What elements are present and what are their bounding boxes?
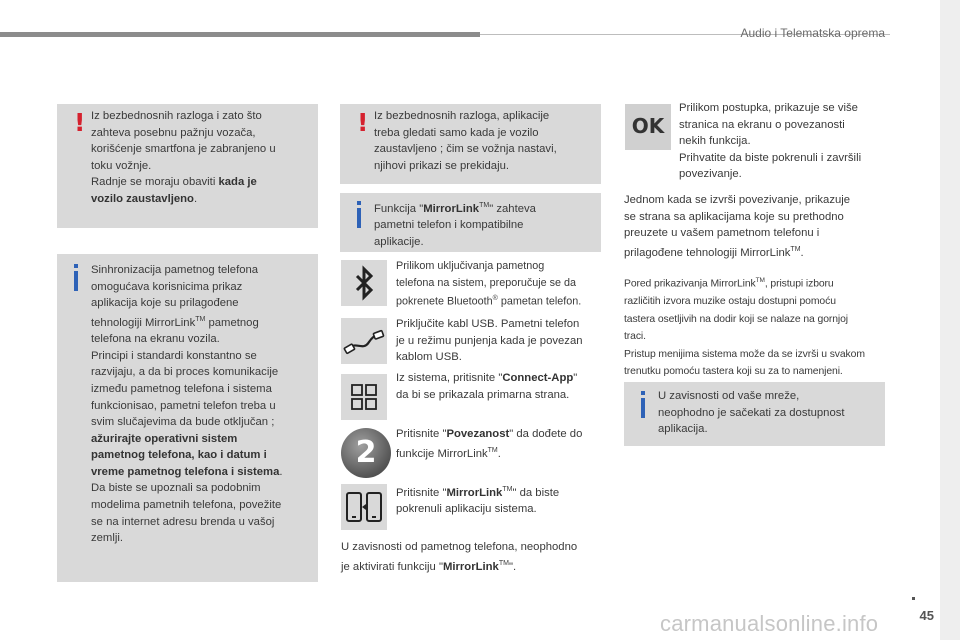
bluetooth-icon (341, 260, 387, 306)
text-line: neophodno je sačekati za dostupnost (658, 406, 845, 419)
bluetooth-step-text (396, 258, 606, 310)
warning-icon: ! (74, 108, 86, 137)
text-span: funkcije MirrorLink (396, 447, 488, 460)
bold-text: MirrorLink (442, 560, 499, 573)
text-span: Pritisnite " (396, 486, 447, 499)
text-span: . (497, 447, 501, 460)
text-line: traci. (624, 331, 646, 343)
text-line (396, 370, 606, 387)
text-line: aplikacija. (658, 423, 708, 436)
text-line (396, 443, 606, 462)
text-line: modelima pametnih telefona, povežite (91, 499, 282, 512)
trademark: TM (755, 277, 765, 284)
driving-warning-text (374, 108, 596, 174)
text-span: Pritisnite " (396, 428, 447, 440)
text-line: preuzete u vašem pametnom telefonu i (624, 227, 820, 240)
text-line: treba gledati samo kada je vozilo (374, 126, 539, 139)
text-line (91, 312, 313, 331)
text-line: Prihvatite da biste pokrenuli i završili (679, 151, 862, 164)
activation-note-text (341, 539, 611, 575)
text-span: Radnje se moraju obaviti (91, 176, 219, 189)
warning-icon: ! (357, 108, 369, 137)
text-span: Funkcija " (374, 202, 424, 215)
text-line: Pristup menijima sistema može da se izvrši u svakom (624, 348, 865, 360)
section-title: Audio i Telematska oprema (740, 26, 885, 40)
step-number: 2 (355, 435, 377, 470)
text-line: njihovi prikazi se prekidaju. (374, 159, 510, 172)
text-line: U zavisnosti od vaše mreže, (658, 390, 800, 402)
info-icon (74, 271, 78, 291)
text-line: zahteva posebnu pažnju vozača, (91, 126, 256, 139)
step-number-badge (341, 428, 391, 478)
text-line: kablom USB. (396, 351, 462, 364)
text-line (91, 464, 313, 481)
bold-text: ažurirajte operativni sistem (91, 432, 238, 445)
text-line: pametni telefon i kompatibilne (374, 219, 524, 232)
text-span: pokrenete Bluetooth (396, 295, 493, 308)
text-span: prilagođene tehnologiji MirrorLink (624, 246, 791, 259)
text-line: se strana sa aplikacijama koje su prethodno (624, 210, 844, 223)
text-line: povezivanje. (679, 168, 742, 181)
text-line: U zavisnosti od pametnog telefona, neophodno (341, 541, 578, 553)
trademark: TM (479, 202, 490, 209)
connect-app-icon (341, 374, 387, 420)
ok-icon (625, 104, 671, 150)
text-line: Principi i standardi konstantno se (91, 349, 257, 362)
text-span: Pored prikazivanja MirrorLink (624, 278, 756, 290)
bold-text: vozilo zaustavljeno (91, 192, 194, 205)
text-span: " da biste (512, 486, 560, 499)
text-line (624, 272, 888, 293)
registered-mark: ® (492, 295, 498, 303)
text-line: telefona na sistem, preporučuje se da (396, 276, 577, 289)
text-span: " (573, 372, 578, 384)
header-bar (0, 32, 480, 37)
text-span: . (800, 246, 804, 259)
bold-text: Connect-App (502, 372, 574, 384)
text-line: stranica na ekranu o povezanosti (679, 118, 845, 131)
bold-text: vreme pametnog telefona i sistema (91, 465, 280, 478)
text-span: . (193, 192, 198, 205)
text-line: da bi se prikazala primarna strana. (396, 388, 570, 401)
page-edge-strip (940, 0, 960, 640)
text-line: Prilikom postupka, prikazuje se više (679, 102, 858, 114)
text-line: Priključite kabl USB. Pametni telefon (396, 318, 580, 330)
text-line: različitih izvora muzike ostaju dostupni pomoću (624, 296, 836, 308)
text-line: je u režimu punjenja kada je povezan (396, 334, 583, 347)
text-line (374, 198, 596, 217)
info-icon (357, 208, 361, 228)
text-span: tehnologiji MirrorLink (91, 316, 196, 329)
text-line: Prilikom uključivanja pametnog (396, 260, 545, 272)
text-span: " zahteva (489, 202, 536, 215)
text-line (396, 291, 606, 310)
trademark: TM (502, 486, 513, 493)
trademark: TM (790, 245, 801, 253)
text-line: Iz bezbednosnih razloga i zato što (91, 110, 262, 122)
text-span: ". (508, 560, 517, 573)
text-line (91, 431, 313, 448)
trademark: TM (195, 315, 206, 323)
text-line: tastera osetljivih na dodir koji se nalaze na gornjoj (624, 313, 849, 325)
page-marker-dot (912, 597, 915, 600)
source-access-text (624, 272, 888, 381)
text-line (396, 482, 606, 501)
bold-text: pametnog telefona, kao i datum i (91, 449, 267, 462)
mirrorlink-phone-icon (341, 484, 387, 530)
usb-step-text (396, 316, 606, 366)
trademark: TM (498, 559, 509, 567)
synchronization-info-text (91, 262, 313, 547)
info-icon (641, 398, 645, 418)
text-line (91, 447, 313, 464)
text-line: Sinhronizacija pametnog telefona (91, 264, 259, 276)
text-span: Iz sistema, pritisnite " (396, 372, 503, 384)
text-span: pametnog (205, 316, 259, 329)
text-line: Da biste se upoznali sa podobnim (91, 482, 261, 495)
text-line: između pametnog telefona i sistema (91, 382, 272, 395)
bold-text: kada je (218, 176, 257, 189)
text-line: svim slučajevima da bude otključan ; (91, 416, 275, 429)
bold-text: MirrorLink (423, 202, 480, 215)
requirements-info-text (374, 198, 596, 251)
text-line (91, 191, 311, 208)
text-span: " da dođete do (509, 428, 583, 440)
text-line: trenutku pomoću tastera koji su za to namenjeni. (624, 366, 843, 378)
usb-cable-icon (341, 318, 387, 364)
text-span: pametan telefon. (497, 295, 582, 308)
text-line: Iz bezbednosnih razloga, aplikacije (374, 110, 550, 122)
text-line: aplikacije. (374, 235, 424, 248)
text-line: Jednom kada se izvrši povezivanje, prikazuje (624, 194, 851, 206)
text-span: , pristupi izboru (764, 278, 834, 290)
page-number: 45 (919, 608, 934, 623)
text-line: telefona na ekranu vozila. (91, 333, 220, 346)
text-line (341, 556, 611, 575)
mirrorlink-step-text (396, 482, 606, 518)
text-line: razvijaju, a da bi proces komunikacije (91, 366, 279, 379)
text-line: funkcionisao, pametni telefon treba u (91, 399, 276, 412)
applications-page-text (624, 192, 888, 261)
network-info-text (658, 388, 880, 438)
text-line: zaustavljeno ; čim se vožnja nastavi, (374, 143, 557, 156)
text-line: se na internet adresu brenda u vašoj (91, 515, 275, 528)
ok-label: OK (631, 114, 665, 138)
text-line (624, 242, 888, 261)
text-line (396, 426, 606, 443)
connect-app-step-text (396, 370, 606, 403)
ok-step-text (679, 100, 889, 183)
trademark: TM (487, 446, 498, 454)
text-line: korišćenje smartfona je zabranjeno u (91, 143, 276, 156)
connectivity-step-text (396, 426, 606, 462)
text-line (91, 174, 311, 191)
text-line: aplikacija koje su prilagođene (91, 297, 239, 310)
text-line: zemlji. (91, 532, 124, 545)
watermark: carmanualsonline.info (660, 611, 879, 636)
text-line: nekih funkcija. (679, 135, 751, 148)
text-line: toku vožnje. (91, 159, 152, 172)
bold-text: MirrorLink (446, 486, 503, 499)
text-span: . (279, 465, 283, 478)
text-line: pokrenuli aplikaciju sistema. (396, 503, 537, 516)
bold-text: Povezanost (446, 428, 510, 440)
safety-warning-text (91, 108, 311, 208)
text-line: omogućava korisnicima prikaz (91, 280, 243, 293)
text-span: je aktivirati funkciju " (341, 560, 443, 573)
